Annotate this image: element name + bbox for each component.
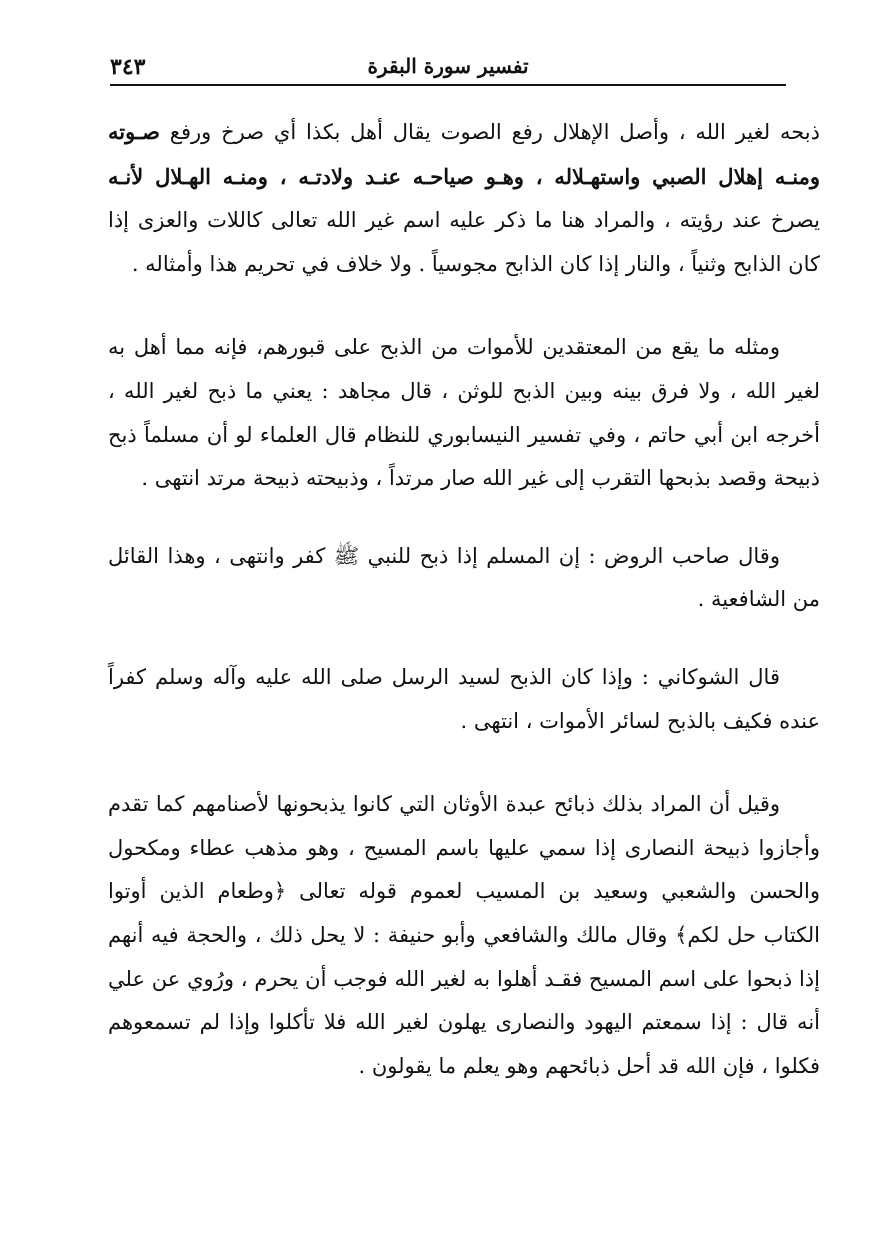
text-line: ذبحه لغير الله ، وأصل الإهلال رفع الصوت يقال أهل بكذا أي صرخ ورفع [169,120,820,144]
text-line: ذبيحة مرتد انتهى . [141,466,300,491]
text-line: ومثله ما يقع من المعتقدين للأموات من الذبح على قبورهم، فإنه مما [175,335,780,360]
text-line: يصرخ عند رؤيته ، والمراد هنا ما ذكر عليه اسم غير الله تعالى كاللات والعزى [137,208,820,233]
paragraph-gap [108,743,820,783]
text-line: وقيل أن المراد بذلك ذبائح عبدة الأوثان التي كانوا يذبحونها لأصنامهم [191,792,780,817]
text-line: كما تقدم وأجازوا ذبيحة النصارى إذا سمي عليها باسم المسيح ، وهو مذهب [108,792,820,860]
page-body [108,110,820,1088]
text-line: عطاء ومكحول والحسن والشعبي وسعيد بن المسيب لعموم قوله تعالى ﴿وطعام [108,835,820,904]
text-line: أهل به لغير الله ، ولا فرق بينه وبين الذبح للوثن ، قال مجاهد : يعني ما ذبح [108,335,820,403]
page-number: ٣٤٣ [110,54,146,80]
paragraph-2 [108,326,820,500]
text-line: لغير الله ، أخرجه ابن أبي حاتم ، وفي تفسير النيسابوري للنظام قال العلماء لو [108,378,820,447]
text-line: القائل من الشافعية . [108,543,820,612]
running-title: تفسير سورة البقرة [367,54,529,78]
paragraph-gap [108,286,820,326]
paragraph-4 [108,656,820,743]
paragraph-3 [108,535,820,622]
text-line: وقال صاحب الروض : إن المسلم إذا ذبح للنبي ﷺ كفر وانتهى ، وهذا [167,543,780,568]
text-line: أن يحرم ، ورُوي عن علي أنه قال : إذا سمعتم اليهود والنصارى يهلون لغير [108,966,820,1035]
paragraph-1 [108,110,820,286]
text-line: أن مسلماً ذبح ذبيحة وقصد بذبحها التقرب إلى غير الله صار مرتداً ، وذبيحته [108,422,820,491]
text-line: يقولون . [358,1053,432,1078]
text-line: وأمثاله . [131,251,203,276]
text-line: قال الشوكاني : وإذا كان الذبح لسيد الرسل صلى الله عليه وآله وسلم [154,664,780,689]
paragraph-gap [108,501,820,535]
text-line: الله فلا تأكلوا وإذا لم تسمعوهم فكلوا ، فإن الله قد أحل ذبائحهم وهو يعلم ما [108,1010,820,1078]
text-line: صـوته ومنـه إهلال الصبي واستهـلاله ، وهـو صياحـه عنـد ولادتـه ، ومنـه الهـلال لأنـه [108,119,820,189]
paragraph-gap [108,622,820,656]
text-line: الذين أوتوا الكتاب حل لكم﴾ وقال مالك والشافعي وأبو حنيفة : لا يحل [108,879,820,947]
text-line: كفراً عنده فكيف بالذبح لسائر الأموات ، انتهى . [108,664,820,733]
text-line: إذا كان الذابح وثنياً ، والنار إذا كان الذابح مجوسياً . ولا خلاف في تحريم هذا [108,208,820,276]
paragraph-5 [108,783,820,1088]
text-line: ذلك ، والحجة فيه أنهم إذا ذبحوا على اسم المسيح فقـد أهلوا به لغير الله فوجب [108,922,820,991]
page-header [110,48,786,86]
